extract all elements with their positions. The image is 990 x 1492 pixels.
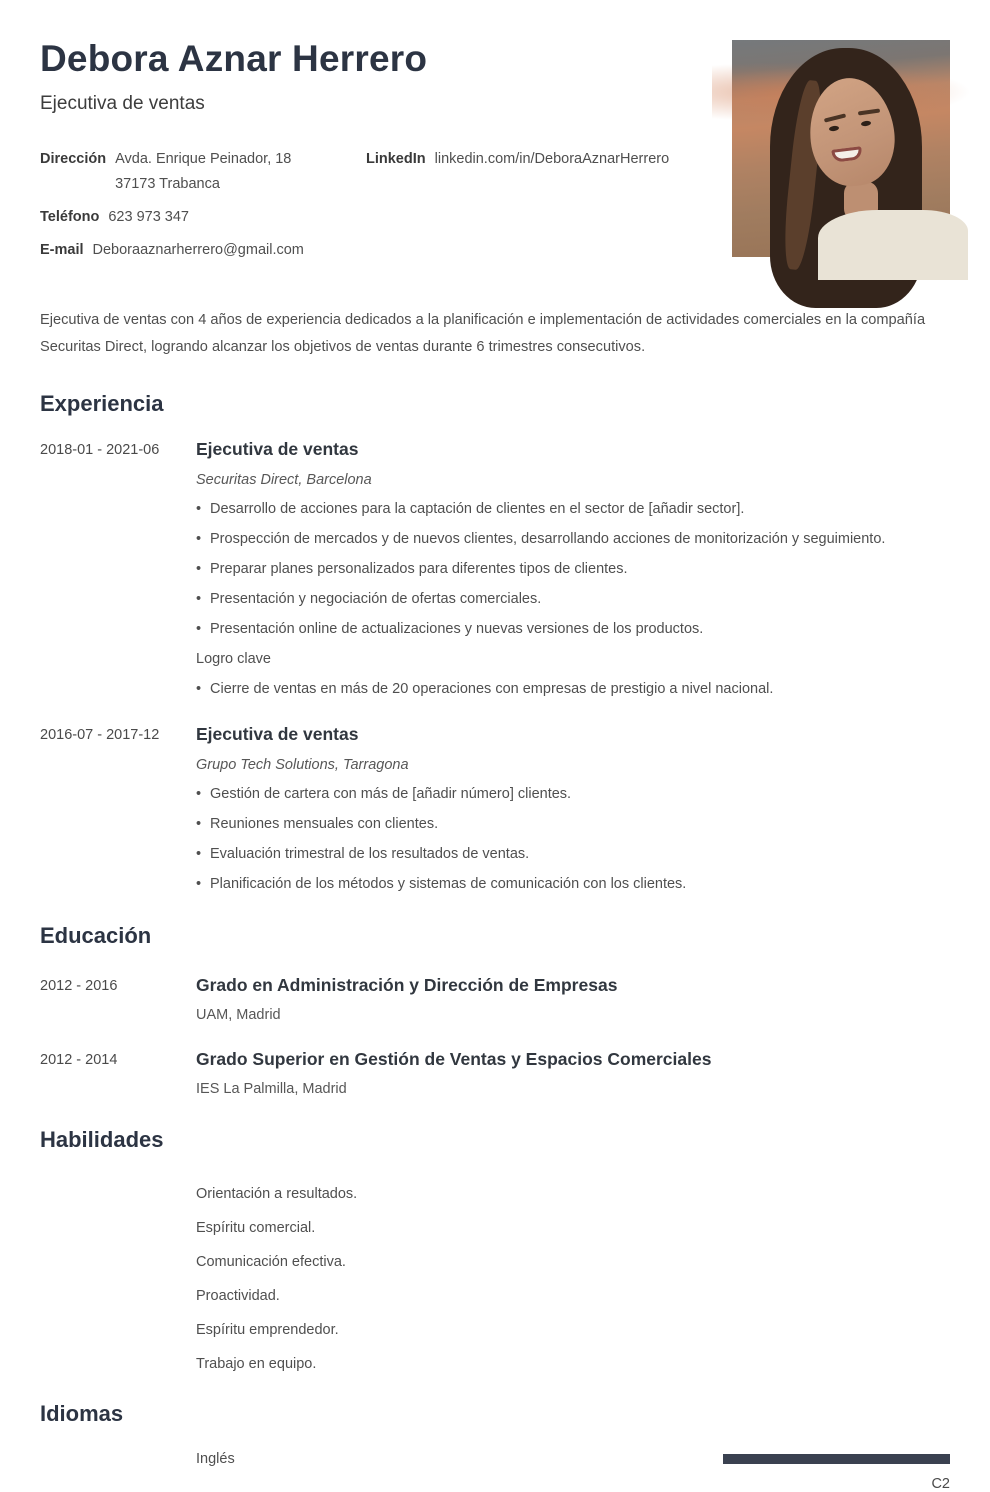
contact-block xyxy=(40,147,716,271)
experience-bullet: • Reuniones mensuales con clientes. xyxy=(196,815,950,833)
experience-achievement-bullet: • Cierre de ventas en más de 20 operaciones con empresas de prestigio a nivel nacional. xyxy=(196,680,950,698)
language-proficiency-fill xyxy=(723,1454,950,1464)
skills-list xyxy=(196,1165,950,1371)
contact-column-left xyxy=(40,147,366,271)
experience-bullet: • Desarrollo de acciones para la captación de clientes en el sector de [añadir sector]. xyxy=(196,500,950,518)
header-text-block xyxy=(40,40,716,271)
experience-bullet: • Presentación y negociación de ofertas comerciales. xyxy=(196,590,950,608)
experience-job-title: Ejecutiva de ventas xyxy=(196,439,359,459)
skills-section-title: Habilidades xyxy=(40,1127,164,1152)
skill-item: Comunicación efectiva. xyxy=(196,1254,346,1270)
education-entry xyxy=(40,1049,950,1097)
experience-dates: 2018-01 - 2021-06 xyxy=(40,442,160,458)
skill-item: Proactividad. xyxy=(196,1288,280,1304)
languages-section-title: Idiomas xyxy=(40,1401,124,1426)
address-value xyxy=(115,147,291,197)
contact-linkedin xyxy=(366,147,716,172)
person-name: Debora Aznar Herrero xyxy=(40,38,428,79)
education-dates: 2012 - 2016 xyxy=(40,978,118,994)
experience-company: Securitas Direct, Barcelona xyxy=(196,472,372,488)
education-school: UAM, Madrid xyxy=(196,1007,281,1023)
experience-section-title: Experiencia xyxy=(40,391,164,416)
experience-bullet: • Planificación de los métodos y sistemas de comunicación con los clientes. xyxy=(196,875,950,893)
experience-job-title: Ejecutiva de ventas xyxy=(196,724,359,744)
experience-achievement-label: Logro clave xyxy=(196,651,271,667)
experience-bullet: • Presentación online de actualizaciones y nuevas versiones de los productos. xyxy=(196,620,950,638)
experience-dates: 2016-07 - 2017-12 xyxy=(40,727,160,743)
contact-phone xyxy=(40,205,366,230)
education-school: IES La Palmilla, Madrid xyxy=(196,1081,347,1097)
linkedin-value: linkedin.com/in/DeboraAznarHerrero xyxy=(434,151,670,167)
skill-item: Espíritu comercial. xyxy=(196,1220,316,1236)
contact-email xyxy=(40,238,366,263)
experience-bullet: • Preparar planes personalizados para diferentes tipos de clientes. xyxy=(196,560,950,578)
skill-item: Trabajo en equipo. xyxy=(196,1356,317,1372)
person-job-title: Ejecutiva de ventas xyxy=(40,93,205,114)
header xyxy=(40,40,950,271)
experience-bullet: • Gestión de cartera con más de [añadir número] clientes. xyxy=(196,785,950,803)
education-section xyxy=(40,923,950,1097)
email-value: Deboraaznarherrero@gmail.com xyxy=(92,242,304,258)
skills-row xyxy=(40,1165,950,1371)
experience-bullet: • Prospección de mercados y de nuevos clientes, desarrollando acciones de monitorización y seguimiento. xyxy=(196,530,950,548)
language-line xyxy=(196,1451,950,1467)
experience-bullet-list xyxy=(196,500,950,698)
profile-photo xyxy=(732,40,950,257)
education-degree: Grado Superior en Gestión de Ventas y Espacios Comerciales xyxy=(196,1049,712,1069)
language-content xyxy=(196,1451,950,1492)
language-spacer xyxy=(40,1451,196,1492)
experience-section xyxy=(40,391,950,893)
language-entry xyxy=(40,1451,950,1492)
contact-address xyxy=(40,147,366,197)
phone-value: 623 973 347 xyxy=(108,209,189,225)
experience-content xyxy=(196,724,950,893)
linkedin-label: LinkedIn xyxy=(366,151,426,167)
address-line2: 37173 Trabanca xyxy=(115,176,220,192)
skills-section xyxy=(40,1127,950,1371)
address-line1: Avda. Enrique Peinador, 18 xyxy=(115,151,292,167)
education-content xyxy=(196,1049,950,1097)
language-proficiency-bar xyxy=(723,1454,950,1464)
education-degree: Grado en Administración y Dirección de Empresas xyxy=(196,975,618,995)
phone-label: Teléfono xyxy=(40,209,100,225)
language-name: Inglés xyxy=(196,1451,235,1467)
photo-sweater xyxy=(818,210,968,280)
education-entry xyxy=(40,975,950,1023)
experience-entry xyxy=(40,439,950,698)
education-section-title: Educación xyxy=(40,923,152,948)
email-label: E-mail xyxy=(40,242,84,258)
experience-bullet-list xyxy=(196,785,950,893)
languages-section xyxy=(40,1401,950,1492)
professional-summary: Ejecutiva de ventas con 4 años de experiencia dedicados a la planificación e implementación de actividades comerciales en la compañía Securitas Direct, logrando alcanzar los objetivos de ventas durante 6 trimestres consecutivos. xyxy=(40,312,926,355)
experience-company: Grupo Tech Solutions, Tarragona xyxy=(196,757,409,773)
experience-bullet: • Evaluación trimestral de los resultados de ventas. xyxy=(196,845,950,863)
experience-entry xyxy=(40,724,950,893)
education-content xyxy=(196,975,950,1023)
skills-spacer xyxy=(40,1165,196,1371)
skill-item: Orientación a resultados. xyxy=(196,1186,358,1202)
experience-content xyxy=(196,439,950,698)
education-dates: 2012 - 2014 xyxy=(40,1052,118,1068)
skill-item: Espíritu emprendedor. xyxy=(196,1322,339,1338)
address-label: Dirección xyxy=(40,151,107,167)
language-level-label: C2 xyxy=(931,1476,950,1492)
contact-column-right xyxy=(366,147,716,271)
